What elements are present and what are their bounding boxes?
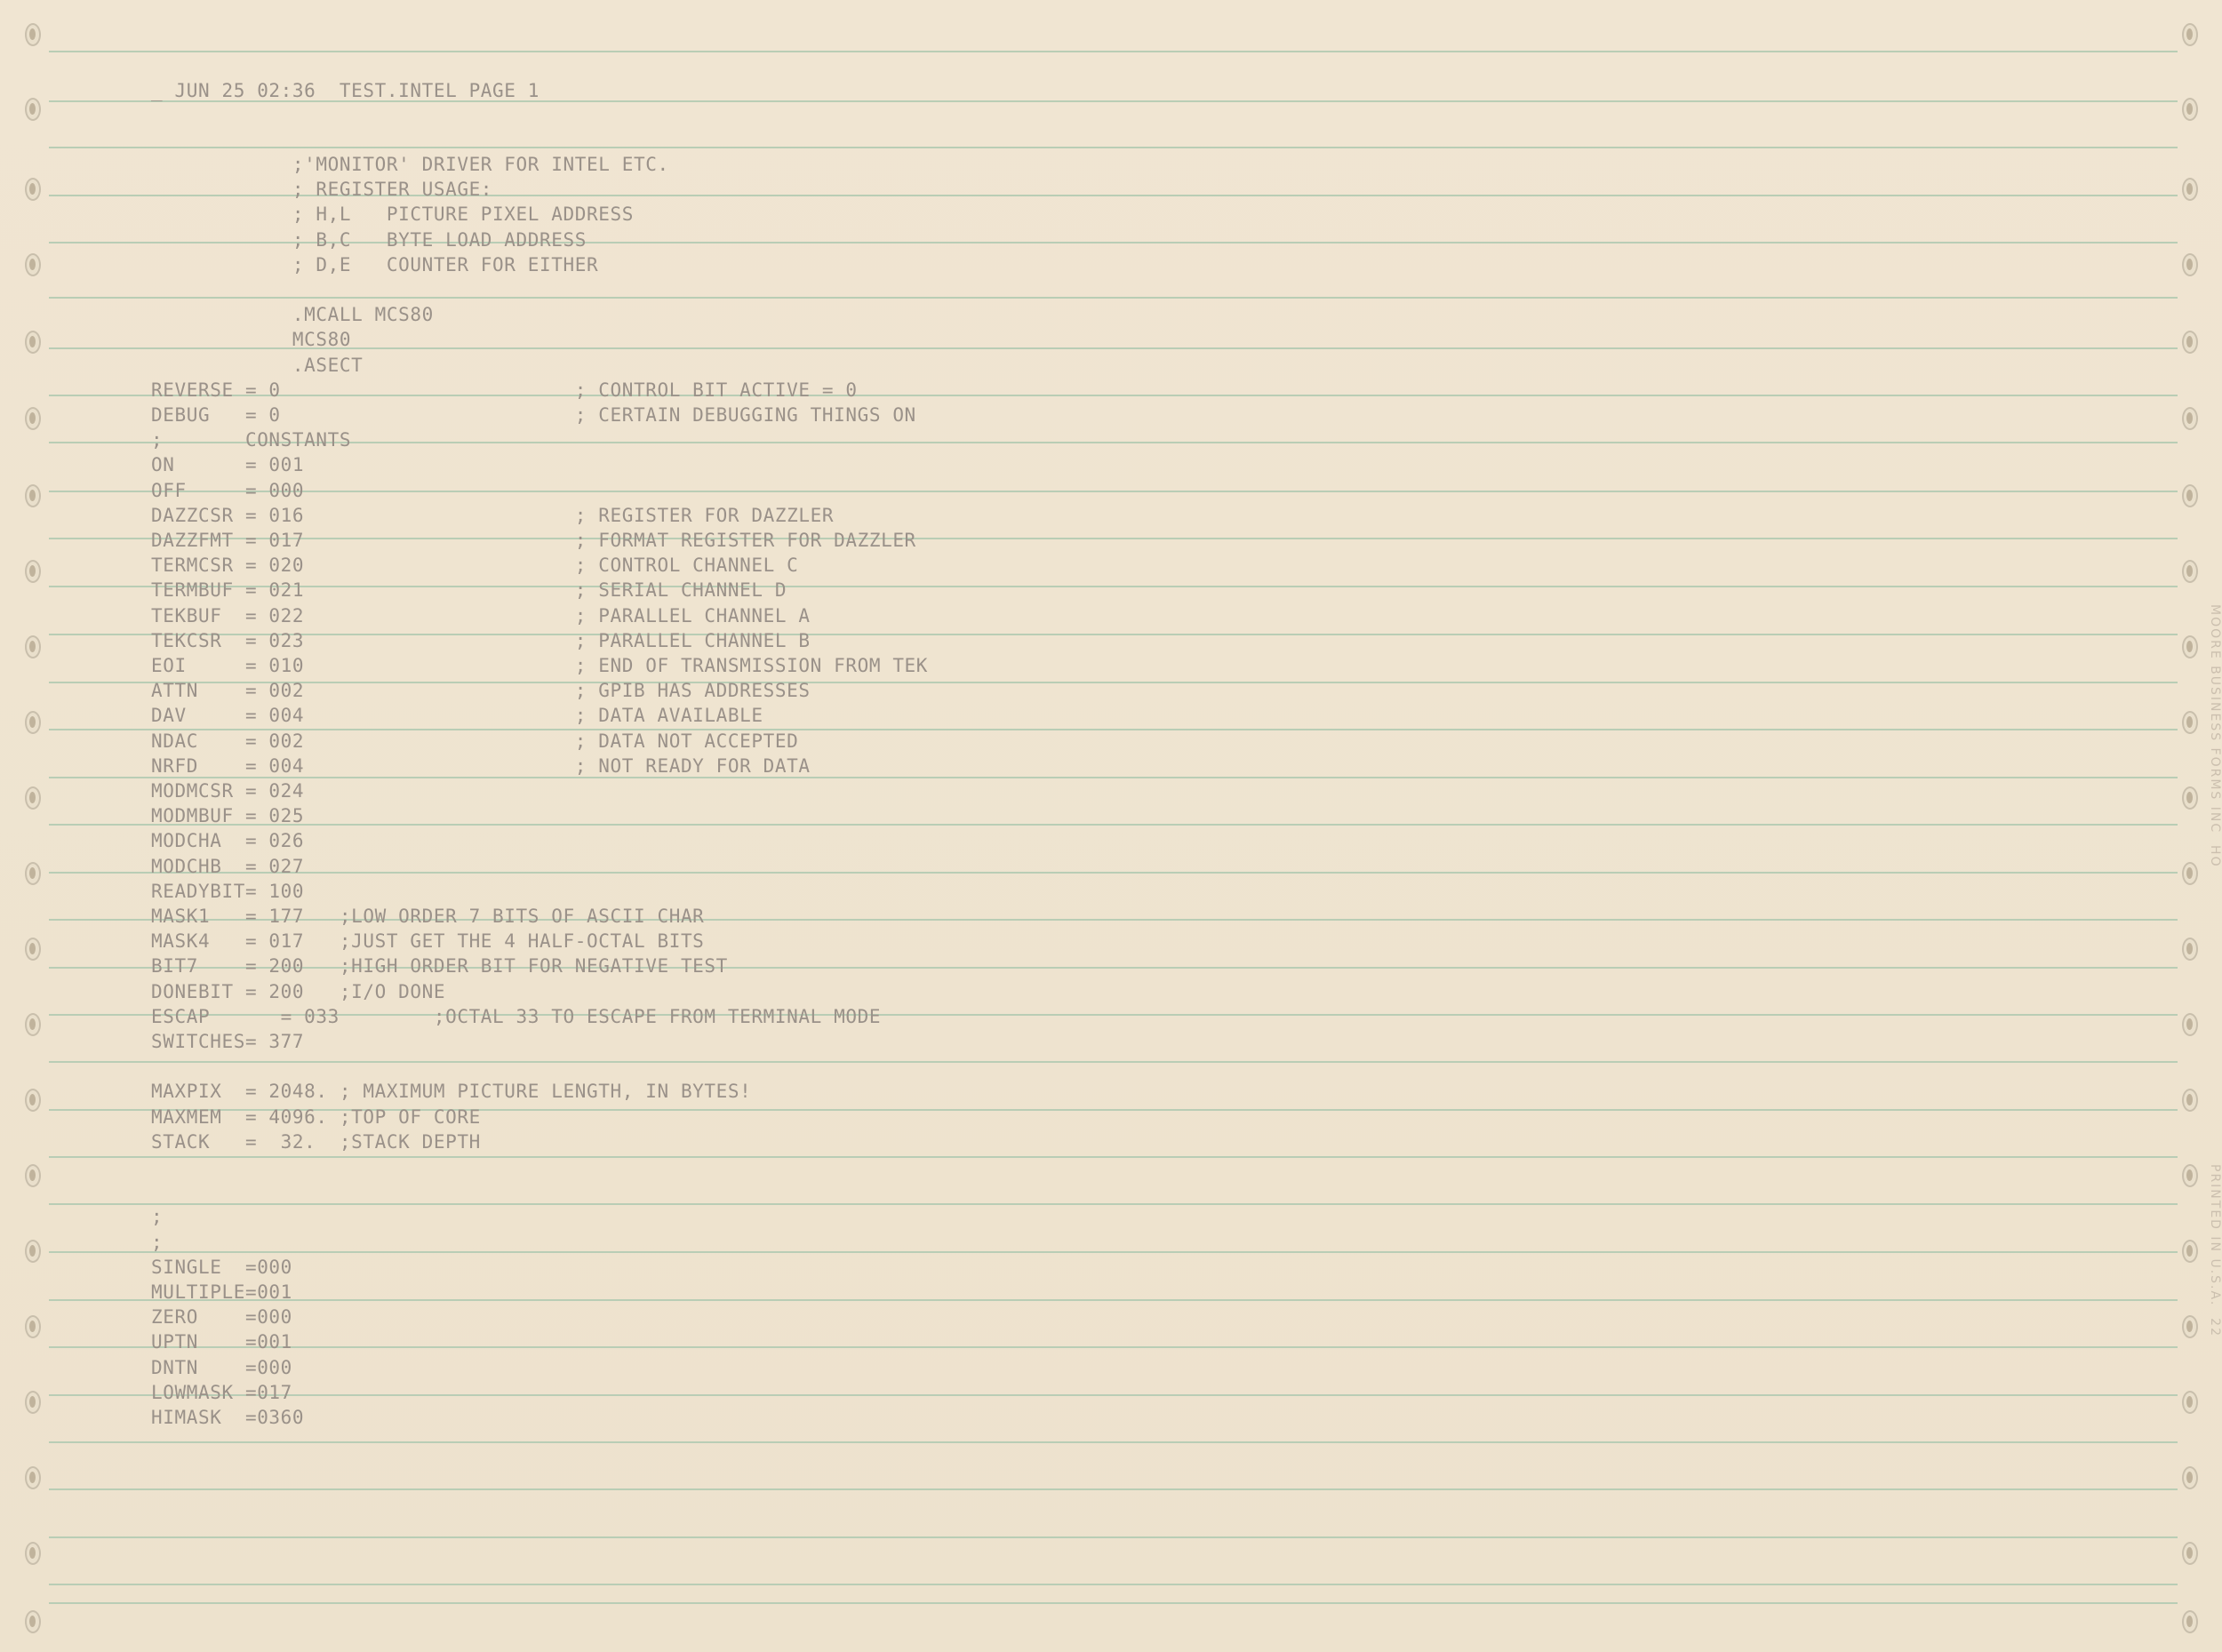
listing-line: MODCHB = 027 xyxy=(151,856,305,877)
listing-line: LOWMASK =017 xyxy=(151,1382,292,1403)
listing-line: MASK4 = 017 ;JUST GET THE 4 HALF-OCTAL BITS xyxy=(151,930,705,952)
tractor-hole xyxy=(25,560,41,583)
listing-line: DAV = 004 ; DATA AVAILABLE xyxy=(151,705,763,726)
listing-line: SINGLE =000 xyxy=(151,1257,292,1278)
rule-line xyxy=(49,491,2178,492)
tractor-hole xyxy=(2182,178,2198,201)
rule-line xyxy=(49,872,2178,874)
rule-line xyxy=(49,51,2178,52)
rule-line xyxy=(49,442,2178,443)
tractor-hole xyxy=(25,1391,41,1414)
rule-line xyxy=(49,1602,2178,1604)
tractor-hole xyxy=(2182,1089,2198,1112)
listing-line: NDAC = 002 ; DATA NOT ACCEPTED xyxy=(151,730,799,752)
tractor-hole xyxy=(25,1610,41,1633)
rule-line xyxy=(49,1299,2178,1301)
listing-line: DONEBIT = 200 ;I/O DONE xyxy=(151,981,446,1002)
listing-line: UPTN =001 xyxy=(151,1331,292,1353)
listing-line: READYBIT= 100 xyxy=(151,881,305,902)
rule-line xyxy=(49,1203,2178,1205)
tractor-hole xyxy=(25,98,41,121)
listing-line: MAXPIX = 2048. ; MAXIMUM PICTURE LENGTH, IN BYTES! xyxy=(151,1081,752,1102)
tractor-hole xyxy=(25,711,41,734)
tractor-hole xyxy=(2182,1013,2198,1036)
listing-line: TEKCSR = 023 ; PARALLEL CHANNEL B xyxy=(151,630,811,651)
tractor-hole xyxy=(2182,1466,2198,1489)
listing-line: STACK = 32. ;STACK DEPTH xyxy=(151,1131,481,1153)
tractor-hole xyxy=(25,1013,41,1036)
listing-line: ESCAP = 033 ;OCTAL 33 TO ESCAPE FROM TERMINAL MODE xyxy=(151,1006,882,1027)
tractor-hole xyxy=(25,786,41,810)
listing-line: SWITCHES= 377 xyxy=(151,1031,305,1052)
rule-line xyxy=(49,147,2178,148)
listing-line: MODCHA = 026 xyxy=(151,830,305,851)
tractor-hole xyxy=(25,1315,41,1338)
tractor-hole xyxy=(2182,331,2198,354)
listing-line: MODMCSR = 024 xyxy=(151,780,305,802)
tractor-hole xyxy=(2182,1610,2198,1633)
tractor-hole xyxy=(25,1240,41,1263)
listing-line: EOI = 010 ; END OF TRANSMISSION FROM TEK xyxy=(151,655,929,676)
listing-line: MODMBUF = 025 xyxy=(151,805,305,826)
listing-line: ZERO =000 xyxy=(151,1306,292,1328)
tractor-hole xyxy=(25,938,41,961)
tractor-hole xyxy=(2182,635,2198,658)
rule-line xyxy=(49,824,2178,826)
tractor-hole xyxy=(25,1089,41,1112)
tractor-hole xyxy=(2182,98,2198,121)
listing-line: TERMCSR = 020 ; CONTROL CHANNEL C xyxy=(151,555,799,576)
tractor-hole xyxy=(25,484,41,507)
rule-line xyxy=(49,1346,2178,1348)
listing-line: ; B,C BYTE LOAD ADDRESS xyxy=(151,229,587,251)
tractor-hole xyxy=(2182,23,2198,46)
rule-line xyxy=(49,1061,2178,1063)
tractor-hole xyxy=(25,253,41,276)
tractor-hole xyxy=(25,635,41,658)
tractor-hole xyxy=(25,178,41,201)
page-header: _ JUN 25 02:36 TEST.INTEL PAGE 1 xyxy=(151,80,540,101)
tractor-hole xyxy=(2182,560,2198,583)
listing-line: .MCALL MCS80 xyxy=(151,304,434,325)
rule-line xyxy=(49,1488,2178,1490)
listing-line: DEBUG = 0 ; CERTAIN DEBUGGING THINGS ON xyxy=(151,404,916,426)
tractor-hole xyxy=(25,1164,41,1187)
listing-line: MCS80 xyxy=(151,329,352,350)
listing-line: ;'MONITOR' DRIVER FOR INTEL ETC. xyxy=(151,154,669,175)
tractor-hole xyxy=(2182,862,2198,885)
tractor-hole xyxy=(25,1466,41,1489)
listing-line: MAXMEM = 4096. ;TOP OF CORE xyxy=(151,1106,481,1128)
listing-line: DAZZFMT = 017 ; FORMAT REGISTER FOR DAZZLER xyxy=(151,530,916,551)
tractor-hole xyxy=(25,331,41,354)
tractor-hole xyxy=(2182,1164,2198,1187)
rule-line xyxy=(49,1251,2178,1253)
listing-line: ; D,E COUNTER FOR EITHER xyxy=(151,254,599,275)
listing-line: ON = 001 xyxy=(151,454,305,475)
listing-line: ; REGISTER USAGE: xyxy=(151,179,493,200)
listing-line: DNTN =000 xyxy=(151,1357,292,1378)
listing-line: .ASECT xyxy=(151,355,364,376)
listing-line: TERMBUF = 021 ; SERIAL CHANNEL D xyxy=(151,579,787,601)
rule-line xyxy=(49,1441,2178,1443)
listing-line: TEKBUF = 022 ; PARALLEL CHANNEL A xyxy=(151,605,811,626)
listing-line: DAZZCSR = 016 ; REGISTER FOR DAZZLER xyxy=(151,505,835,526)
listing-line: NRFD = 004 ; NOT READY FOR DATA xyxy=(151,755,811,777)
tractor-hole xyxy=(2182,786,2198,810)
rule-line xyxy=(49,1584,2178,1585)
tractor-hole xyxy=(25,407,41,430)
form-maker-imprint: MOORE BUSINESS FORMS INC HO xyxy=(2208,604,2222,868)
listing-line: HIMASK =0360 xyxy=(151,1407,305,1428)
rule-line xyxy=(49,1394,2178,1396)
listing-line: ; xyxy=(151,1232,164,1253)
listing-line: MULTIPLE=001 xyxy=(151,1281,292,1303)
tractor-hole xyxy=(2182,484,2198,507)
tractor-hole xyxy=(2182,1315,2198,1338)
tractor-hole xyxy=(2182,1542,2198,1565)
tractor-hole xyxy=(2182,1240,2198,1263)
listing-line: OFF = 000 xyxy=(151,480,305,501)
tractor-hole xyxy=(25,23,41,46)
listing-line: ; H,L PICTURE PIXEL ADDRESS xyxy=(151,204,634,225)
tractor-hole xyxy=(2182,938,2198,961)
tractor-hole xyxy=(2182,711,2198,734)
rule-line xyxy=(49,347,2178,349)
tractor-hole xyxy=(25,862,41,885)
tractor-hole xyxy=(25,1542,41,1565)
tractor-hole xyxy=(2182,1391,2198,1414)
rule-line xyxy=(49,1536,2178,1538)
rule-line xyxy=(49,777,2178,778)
listing-line: ATTN = 002 ; GPIB HAS ADDRESSES xyxy=(151,680,811,701)
listing-line: BIT7 = 200 ;HIGH ORDER BIT FOR NEGATIVE TEST xyxy=(151,955,728,977)
tractor-hole xyxy=(2182,407,2198,430)
tractor-hole xyxy=(2182,253,2198,276)
listing-line: MASK1 = 177 ;LOW ORDER 7 BITS OF ASCII CHAR xyxy=(151,906,705,927)
listing-line: ; xyxy=(151,1206,164,1227)
listing-line: REVERSE = 0 ; CONTROL BIT ACTIVE = 0 xyxy=(151,379,858,401)
listing-line: ; CONSTANTS xyxy=(151,429,352,451)
printed-in-imprint: PRINTED IN U.S.A. 22 xyxy=(2208,1164,2222,1337)
rule-line xyxy=(49,1156,2178,1158)
rule-line xyxy=(49,297,2178,299)
